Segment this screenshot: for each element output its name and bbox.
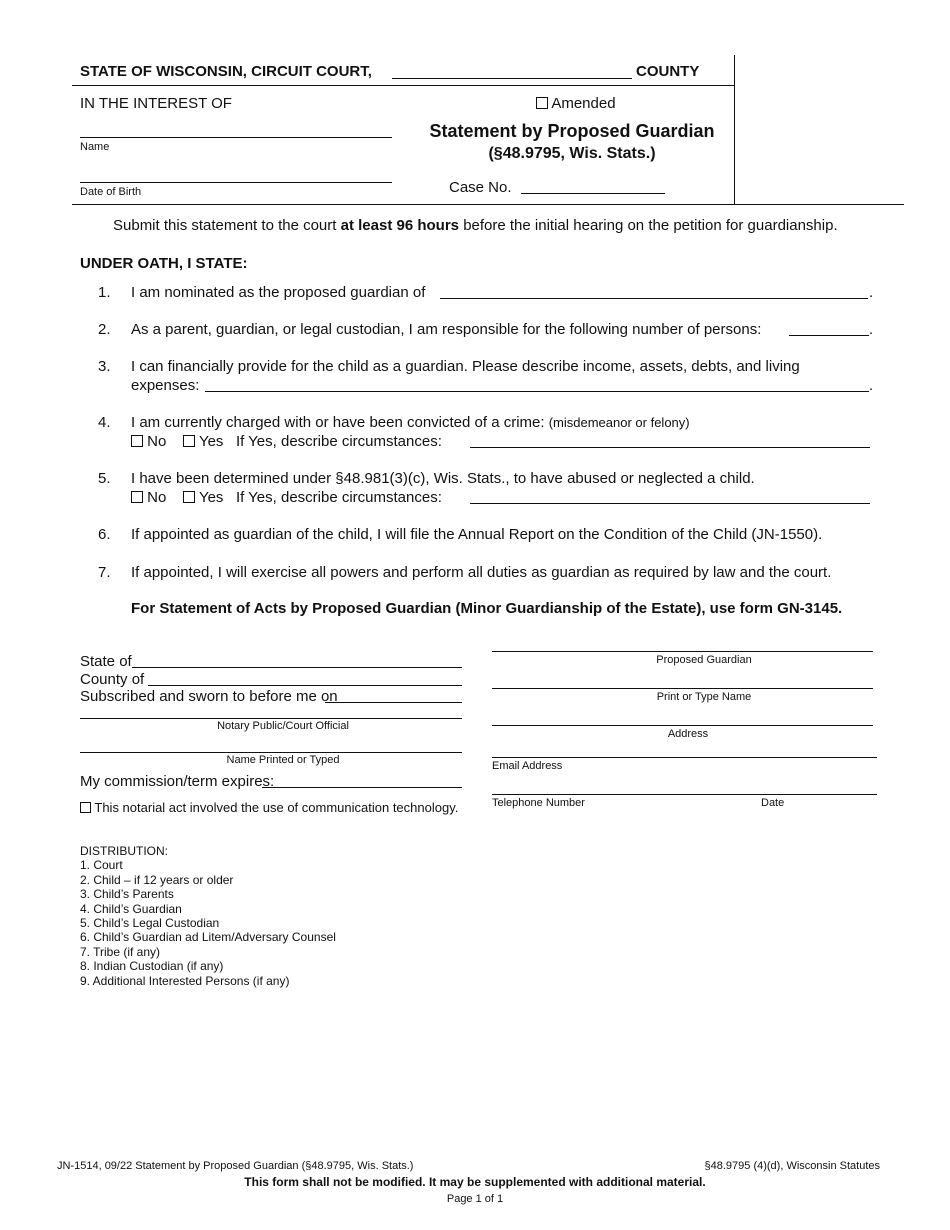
distribution-item: 1. Court (80, 858, 123, 873)
subscribed-label: Subscribed and sworn to before me on (80, 688, 338, 705)
item-5-describe-label: If Yes, describe circumstances: (235, 489, 442, 506)
case-no-field[interactable] (521, 193, 665, 194)
item-4-describe-label: If Yes, describe circumstances: (235, 433, 442, 450)
name-field[interactable] (80, 137, 392, 138)
item-5-options (131, 489, 442, 506)
distribution-item: 8. Indian Custodian (if any) (80, 959, 224, 974)
intro-instruction (113, 217, 838, 234)
intro-pre: Submit this statement to the court (113, 217, 337, 234)
technology-label: This notarial act involved the use of communication technology. (94, 800, 459, 815)
item-3-expenses-field[interactable] (205, 391, 869, 392)
footer-form-id: JN-1514, 09/22 Statement by Proposed Guardian (§48.9795, Wis. Stats.) (57, 1160, 414, 1172)
item-3-period: . (869, 377, 874, 394)
print-name-label: Print or Type Name (656, 691, 752, 703)
item-6-text: If appointed as guardian of the child, I will file the Annual Report on the Condition of the Child (JN-1550). (131, 526, 823, 543)
telephone-label: Telephone Number (492, 797, 585, 809)
item-4-circumstances-field[interactable] (470, 447, 870, 448)
item-6-number: 6. (98, 526, 111, 543)
form-title: Statement by Proposed Guardian (429, 121, 715, 141)
technology-checkbox[interactable] (80, 802, 91, 813)
item-4-yes-checkbox[interactable] (183, 435, 195, 447)
distribution-heading: DISTRIBUTION: (80, 844, 169, 858)
item-2-text: As a parent, guardian, or legal custodian, I am responsible for the following number of persons: (131, 321, 762, 338)
item-1-nominee-field[interactable] (440, 298, 868, 299)
email-line[interactable] (492, 757, 877, 758)
address-label: Address (667, 728, 709, 740)
item-4-statement: I am currently charged with or have been convicted of a crime: (131, 414, 545, 431)
commission-field[interactable] (262, 787, 462, 788)
footer-notice: This form shall not be modified. It may be supplemented with additional material. (244, 1175, 706, 1189)
item-1-number: 1. (98, 284, 111, 301)
notary-name-line[interactable] (80, 752, 462, 753)
intro-bold: at least 96 hours (340, 217, 460, 234)
address-line[interactable] (492, 725, 873, 726)
item-5-no-label: No (147, 489, 167, 506)
distribution-item: 4. Child’s Guardian (80, 901, 182, 916)
guardian-signature-label: Proposed Guardian (656, 654, 752, 666)
dob-label: Date of Birth (80, 186, 142, 198)
form-subtitle: (§48.9795, Wis. Stats.) (488, 145, 656, 162)
amended-checkbox[interactable] (536, 97, 548, 109)
county-of-field[interactable] (148, 685, 462, 686)
amended-option[interactable] (536, 95, 616, 112)
distribution-item: 2. Child – if 12 years or older (80, 872, 234, 887)
oath-heading: UNDER OATH, I STATE: (80, 255, 248, 272)
estate-note: For Statement of Acts by Proposed Guardian (Minor Guardianship of the Estate), use form GN-3145. (131, 600, 843, 617)
guardian-signature-line[interactable] (492, 651, 873, 652)
interest-of-label: IN THE INTEREST OF (80, 95, 232, 112)
item-1-period: . (869, 284, 874, 301)
item-5-text: I have been determined under §48.981(3)(c), Wis. Stats., to have abused or neglected a child. (131, 470, 755, 487)
item-4-text (131, 414, 690, 431)
item-2-number: 2. (98, 321, 111, 338)
distribution-item: 3. Child’s Parents (80, 887, 174, 902)
item-2-persons-field[interactable] (789, 335, 869, 336)
state-of-label: State of (80, 653, 132, 670)
item-3-number: 3. (98, 358, 111, 375)
item-4-options (131, 433, 442, 450)
court-heading: STATE OF WISCONSIN, CIRCUIT COURT, (80, 63, 372, 80)
item-4-no-checkbox[interactable] (131, 435, 143, 447)
item-7-text: If appointed, I will exercise all powers and perform all duties as guardian as required by law and the court. (131, 564, 832, 581)
item-4-note: (misdemeanor or felony) (548, 415, 690, 430)
item-5-yes-label: Yes (198, 489, 224, 506)
subscribed-date-field[interactable] (325, 702, 462, 703)
state-of-field[interactable] (132, 667, 462, 668)
distribution-item: 7. Tribe (if any) (80, 944, 161, 959)
item-5-number: 5. (98, 470, 111, 487)
dob-field[interactable] (80, 182, 392, 183)
email-label: Email Address (492, 760, 563, 772)
distribution-list (80, 844, 336, 988)
distribution-item: 5. Child’s Legal Custodian (80, 916, 220, 931)
item-5-circumstances-field[interactable] (470, 503, 870, 504)
telephone-date-line[interactable] (492, 794, 877, 795)
footer-page: Page 1 of 1 (446, 1193, 504, 1205)
amended-label: Amended (551, 95, 616, 112)
item-5-no-checkbox[interactable] (131, 491, 143, 503)
item-5-yes-checkbox[interactable] (183, 491, 195, 503)
item-4-no-label: No (147, 433, 167, 450)
item-4-yes-label: Yes (198, 433, 224, 450)
item-1-text: I am nominated as the proposed guardian of (131, 284, 426, 301)
item-2-period: . (869, 321, 874, 338)
distribution-item: 6. Child’s Guardian ad Litem/Adversary Counsel (80, 930, 336, 945)
technology-option[interactable] (80, 800, 458, 815)
notary-signature-line[interactable] (80, 718, 462, 719)
item-3-text-cont: expenses: (131, 377, 200, 394)
commission-label: My commission/term expires: (80, 773, 275, 790)
header-divider-bottom (72, 204, 904, 205)
notary-official-label: Notary Public/Court Official (217, 720, 349, 732)
case-no-label: Case No. (449, 179, 512, 196)
distribution-item: 9. Additional Interested Persons (if any) (80, 973, 290, 988)
name-label: Name (80, 141, 110, 153)
county-name-field[interactable] (392, 78, 632, 79)
header-divider-top (72, 85, 734, 86)
item-4-number: 4. (98, 414, 111, 431)
intro-post: before the initial hearing on the petition for guardianship. (463, 217, 838, 234)
item-3-text: I can financially provide for the child as a guardian. Please describe income, assets, debts, and living (131, 358, 800, 375)
county-label: COUNTY (636, 63, 700, 80)
item-7-number: 7. (98, 564, 111, 581)
notary-name-label: Name Printed or Typed (226, 754, 340, 766)
print-name-line[interactable] (492, 688, 873, 689)
date-label: Date (761, 797, 785, 809)
county-of-label: County of (80, 671, 145, 688)
footer-statute: §48.9795 (4)(d), Wisconsin Statutes (704, 1160, 880, 1172)
